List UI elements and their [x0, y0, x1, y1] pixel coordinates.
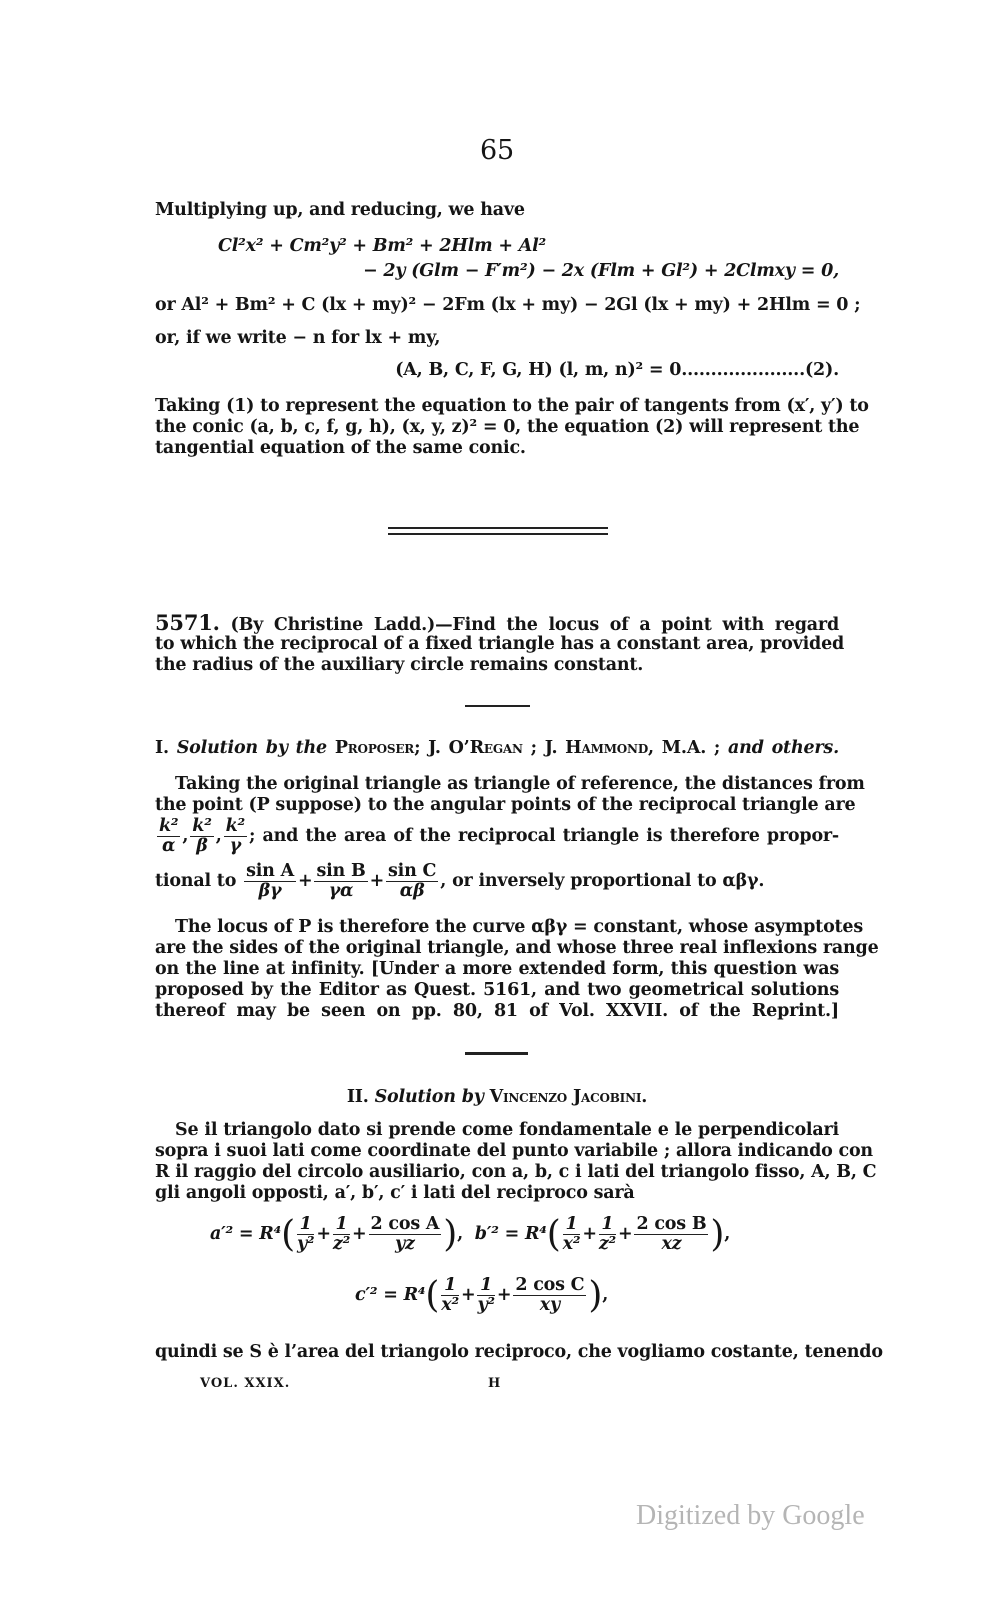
question-line	[155, 612, 839, 636]
question-text: the radius of the auxiliary circle remains constant.	[155, 655, 644, 675]
question-number: 5571.	[155, 610, 220, 635]
volume-footer: VOL. XXIX.	[200, 1376, 291, 1391]
page-number: 65	[480, 135, 514, 166]
text: ; and the area of the reciprocal triangle is therefore propor-	[248, 826, 839, 846]
text-line: Se il triangolo dato si prende come fondamentale e le perpendicolari	[175, 1120, 839, 1140]
authors: ; J. O’Regan ; J. Hammond, M.A. ;	[414, 738, 721, 758]
numerator: 1	[599, 1215, 616, 1235]
numerator: sin C	[388, 861, 437, 881]
solution-heading	[155, 1087, 839, 1108]
denominator: β	[196, 836, 208, 856]
divider	[465, 1052, 528, 1055]
numerator: 2 cos B	[636, 1214, 707, 1234]
heading-number: I.	[155, 738, 169, 758]
numerator: 1	[441, 1276, 459, 1296]
heading-italic: and others.	[728, 738, 839, 758]
text-line: tangential equation of the same conic.	[155, 438, 526, 458]
denominator: y²	[296, 1234, 315, 1254]
parenthesis: )	[710, 1214, 725, 1255]
question-text: to which the reciprocal of a fixed triangle has a constant area, provided	[155, 634, 845, 654]
fraction	[441, 1276, 459, 1315]
text-line: or, if we write − n for lx + my,	[155, 328, 441, 348]
equation-lhs: b′² = R⁴	[474, 1224, 547, 1244]
numerator: 1	[477, 1276, 494, 1296]
denominator: αβ	[399, 881, 425, 901]
numerator: 1	[333, 1215, 350, 1235]
fraction	[190, 817, 213, 856]
numerator: 1	[563, 1215, 581, 1235]
parenthesis: (	[281, 1214, 295, 1255]
watermark-text: Digitized by Google	[636, 1500, 865, 1531]
signature-mark: H	[488, 1376, 501, 1391]
parenthesis: )	[588, 1275, 603, 1316]
heading-italic: Solution by the	[176, 738, 327, 758]
fraction	[477, 1276, 494, 1315]
fraction-line: tional to $\frac{\text{sin A}}{\beta\gamma}$ + $\frac{\text{sin B}}{\gamma\alpha}$ + $\frac{\text{sin C}}{\alpha\beta}$ , or inversely proportional to αβγ.	[155, 861, 765, 901]
denominator: y²	[477, 1295, 495, 1315]
text-line: quindi se S è l’area del triangolo reciproco, che vogliamo costante, tenendo	[155, 1342, 883, 1362]
divider	[465, 705, 530, 707]
denominator: βγ	[258, 881, 282, 901]
author: Proposer	[334, 738, 415, 758]
equation-line: or Al² + Bm² + C (lx + my)² − 2Fm (lx + my) − 2Gl (lx + my) + 2Hlm = 0 ;	[155, 295, 861, 315]
text-line: gli angoli opposti, a′, b′, c′ i lati del reciproco sarà	[155, 1183, 635, 1203]
denominator: xy	[539, 1295, 560, 1315]
text-line: sopra i suoi lati come coordinate del punto variabile ; allora indicando con	[155, 1141, 873, 1161]
fraction	[224, 817, 247, 856]
fraction	[599, 1215, 616, 1254]
equation-lhs: a′² = R⁴	[210, 1224, 282, 1244]
text-line: Taking the original triangle as triangle of reference, the distances from	[175, 774, 865, 794]
text-line: on the line at infinity. [Under a more extended form, this question was	[155, 959, 839, 979]
numerator: k²	[159, 816, 179, 836]
author: Vincenzo Jacobini.	[489, 1087, 648, 1107]
fraction	[244, 862, 296, 901]
text-line: are the sides of the original triangle, and whose three real inflexions range	[155, 938, 879, 958]
denominator: γα	[328, 881, 354, 901]
divider	[388, 533, 608, 535]
numerator: 2 cos C	[515, 1275, 585, 1295]
fraction	[386, 862, 438, 901]
denominator: z²	[598, 1234, 617, 1254]
numerator: sin B	[316, 861, 366, 881]
parenthesis: )	[443, 1214, 458, 1255]
fraction	[634, 1215, 708, 1254]
fraction	[314, 862, 367, 901]
fraction	[297, 1215, 314, 1254]
denominator: z²	[332, 1234, 351, 1254]
text: , or inversely proportional to αβγ.	[440, 871, 765, 891]
google-watermark	[636, 1500, 865, 1532]
numerator: k²	[192, 816, 212, 836]
numerator: 1	[297, 1215, 314, 1235]
fraction	[369, 1215, 442, 1254]
numerator: 2 cos A	[370, 1214, 440, 1234]
text-line: thereof may be seen on pp. 80, 81 of Vol. XXVII. of the Reprint.]	[155, 1001, 839, 1021]
text-line: the point (P suppose) to the angular points of the reciprocal triangle are	[155, 795, 856, 815]
fraction	[513, 1276, 586, 1315]
denominator: xz	[661, 1234, 682, 1254]
equation-line: (A, B, C, F, G, H) (l, m, n)² = 0.....................(2).	[395, 360, 839, 380]
denominator: γ	[229, 836, 241, 856]
denominator: x²	[562, 1234, 581, 1254]
equation-c: c′² = R⁴ ( $\frac{1}{\text{x²}}$ + $\frac{1}{\text{y²}}$ + $\frac{\text{2 cos C}}{xy}$ ) ,	[355, 1275, 609, 1316]
equation-line: Cl²x² + Cm²y² + Bm² + 2Hlm + Al²	[218, 236, 547, 256]
parenthesis: (	[425, 1275, 440, 1316]
equation-a-b: a′² = R⁴ ( $\frac{1}{\text{y²}}$ + $\frac{1}{\text{z²}}$ + $\frac{\text{2 cos A}}{yz}$ ) , b′² = R⁴ ( $\frac{1}{\text{x²}}$ + $\frac{1}{\text{z²}}$ + $\frac{\text{2 cos B}}{xz}$ ) ,	[210, 1214, 731, 1255]
heading-number: II.	[346, 1087, 369, 1107]
heading-italic: Solution by	[374, 1087, 484, 1107]
solution-heading	[155, 738, 839, 759]
text: tional to	[155, 871, 237, 891]
text-line: R il raggio del circolo ausiliario, con a, b, c i lati del triangolo fisso, A, B, C	[155, 1162, 877, 1182]
fraction	[157, 817, 180, 856]
equation-lhs: c′² = R⁴	[355, 1285, 426, 1305]
text-line: Taking (1) to represent the equation to the pair of tangents from (x′, y′) to	[155, 396, 869, 416]
question-text: (By Christine Ladd.)—Find the locus of a point with regard	[230, 615, 839, 635]
denominator: α	[162, 836, 176, 856]
text-line: the conic (a, b, c, f, g, h), (x, y, z)² = 0, the equation (2) will represent the	[155, 417, 860, 437]
fraction	[333, 1215, 350, 1254]
numerator: sin A	[246, 861, 294, 881]
denominator: x²	[441, 1295, 459, 1315]
divider	[388, 527, 608, 529]
parenthesis: (	[546, 1214, 561, 1255]
equation-line: − 2y (Glm − F′m²) − 2x (Flm + Gl²) + 2Clmxy = 0,	[363, 261, 839, 281]
denominator: yz	[395, 1234, 415, 1254]
text-line: proposed by the Editor as Quest. 5161, and two geometrical solutions	[155, 980, 839, 1000]
text-line: The locus of P is therefore the curve αβγ = constant, whose asymptotes	[175, 917, 864, 937]
fraction-line: $\frac{\text{k²}}{\alpha}$ , $\frac{\text{k²}}{\beta}$ , $\frac{\text{k²}}{\gamma}$ ; and the area of the reciprocal triangle is therefore propor-	[159, 816, 839, 856]
fraction	[563, 1215, 581, 1254]
numerator: k²	[225, 816, 245, 836]
intro-line: Multiplying up, and reducing, we have	[155, 200, 525, 220]
